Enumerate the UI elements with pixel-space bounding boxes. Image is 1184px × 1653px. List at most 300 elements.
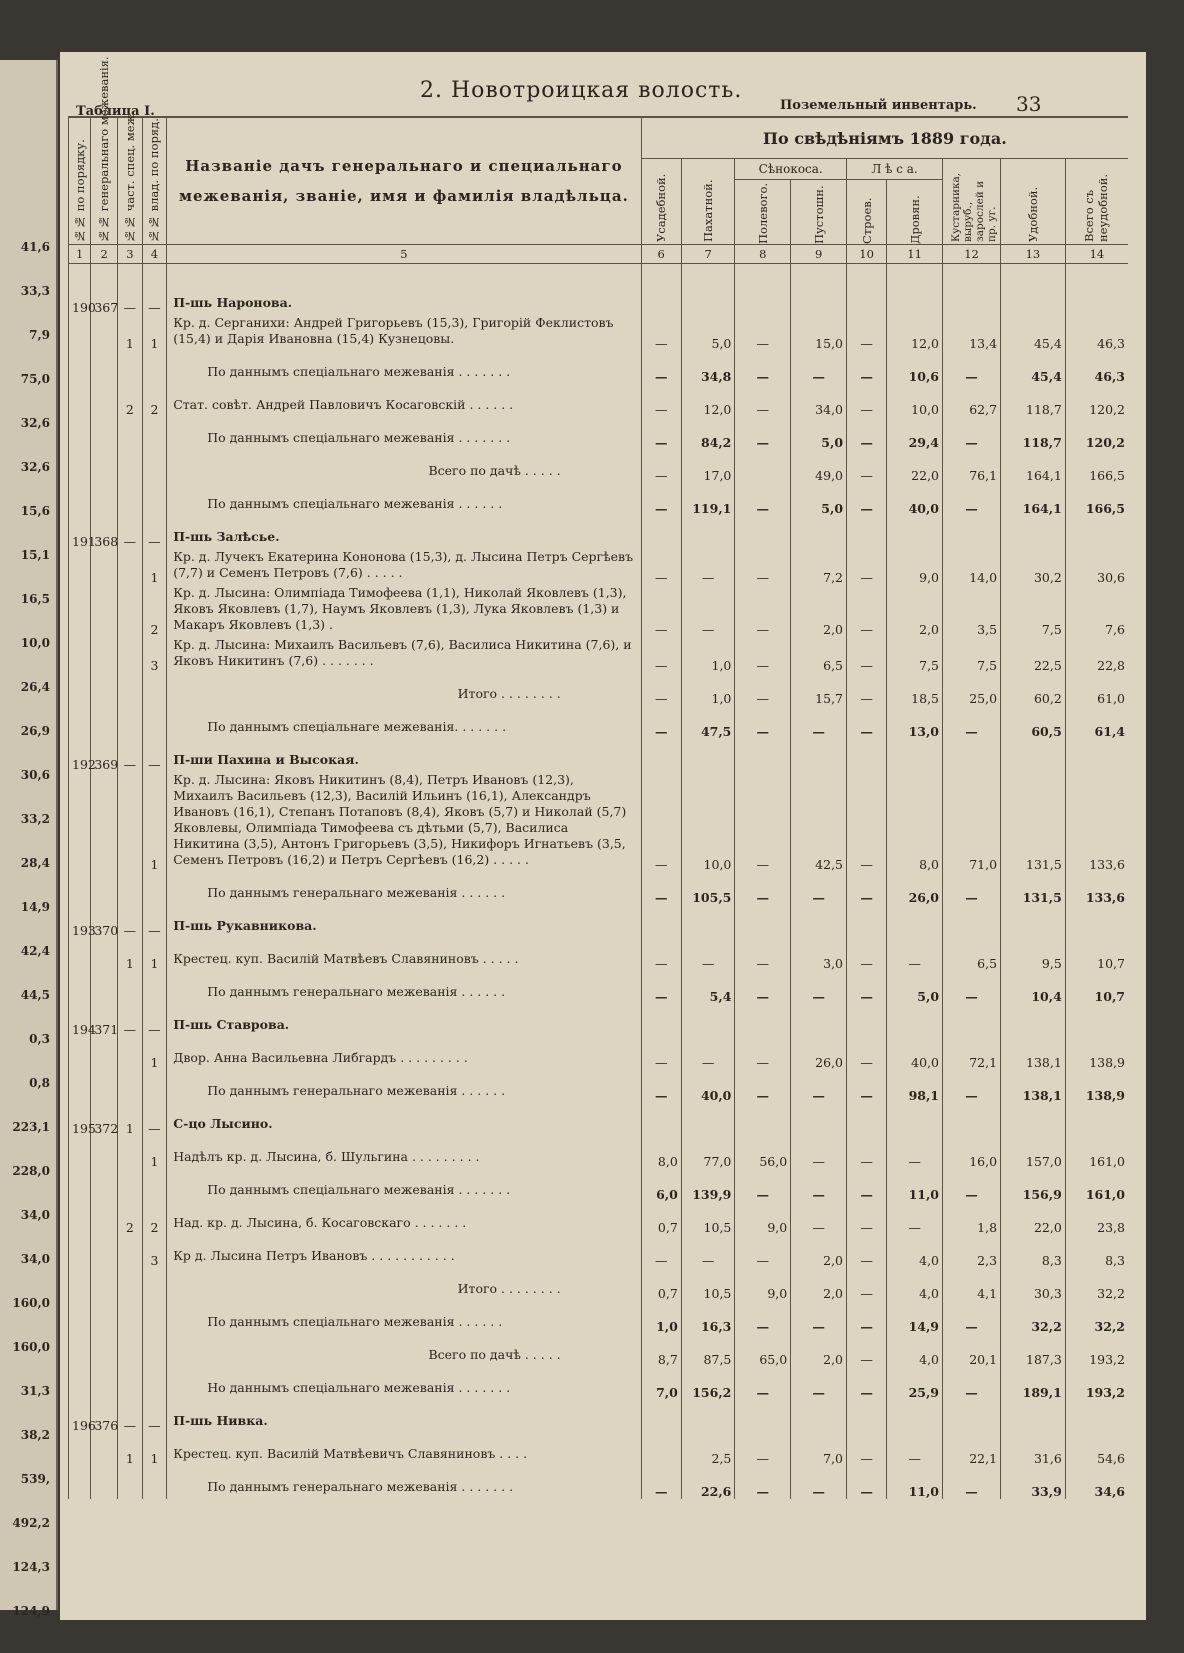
table-row [69, 673, 1129, 706]
value-cell: — [943, 351, 1001, 384]
left-page-value: 32,6 [20, 460, 50, 474]
page-number: 33 [1016, 92, 1042, 116]
left-page-value: 15,1 [20, 548, 50, 562]
value-cell: — [735, 384, 791, 417]
value-cell: — [641, 1235, 681, 1268]
value-cell: 32,2 [1065, 1268, 1128, 1301]
value-cell: 47,5 [681, 706, 735, 739]
value-cell: 54,6 [1065, 1433, 1128, 1466]
col-header-name: Названіе дачъ генеральнаго и специальнаго межеванія, званіе, имя и фамилія владѣльца. [167, 117, 641, 245]
owner-name-cell: Кр. д. Лысина: Олимпіада Тимофеева (1,1), Николай Яковлевъ (1,3), Яковъ Яковлевъ (1,7), Наумъ Яковлевъ (1,3), Лука Яковлевъ (1,3) и Макаръ Яковлевъ (1,3) . [167, 585, 641, 637]
value-cell: — [887, 1433, 943, 1466]
value-cell: — [641, 450, 681, 483]
ref-cell [91, 1466, 118, 1499]
column-number: 14 [1065, 245, 1128, 264]
value-cell: 7,0 [641, 1367, 681, 1400]
ref-cell: 372 [91, 1103, 118, 1136]
value-cell [1001, 282, 1066, 315]
col-header-6: Усадебной. [641, 159, 681, 245]
ref-cell [142, 1268, 167, 1301]
value-cell: 118,7 [1001, 417, 1066, 450]
col-header-9: Пустошн. [791, 180, 847, 245]
value-cell: — [847, 1466, 887, 1499]
value-cell [641, 1103, 681, 1136]
ref-cell [69, 872, 91, 905]
table-label: Таблица I. [76, 104, 155, 119]
ref-cell [118, 772, 143, 872]
value-cell: — [847, 1037, 887, 1070]
value-cell: 14,0 [943, 549, 1001, 585]
value-cell: 40,0 [681, 1070, 735, 1103]
value-cell: 71,0 [943, 772, 1001, 872]
value-cell: 6,5 [791, 637, 847, 673]
value-cell: — [735, 1037, 791, 1070]
ref-cell [118, 585, 143, 637]
value-cell [887, 1004, 943, 1037]
value-cell: — [943, 706, 1001, 739]
value-cell: 157,0 [1001, 1136, 1066, 1169]
value-cell [847, 282, 887, 315]
ref-cell: 1 [118, 1433, 143, 1466]
ref-cell: 1 [118, 938, 143, 971]
ref-cell [69, 585, 91, 637]
left-page-value: 38,2 [20, 1428, 50, 1442]
value-cell: — [847, 971, 887, 1004]
value-cell: 10,4 [1001, 971, 1066, 1004]
left-page-value: 14,9 [20, 900, 50, 914]
value-cell: 164,1 [1001, 450, 1066, 483]
value-cell [791, 905, 847, 938]
owner-name-cell: П-шь Ставрова. [167, 1004, 641, 1037]
owner-name-cell: П-шь Нивка. [167, 1400, 641, 1433]
ref-cell: 1 [142, 549, 167, 585]
ref-cell: 1 [142, 1433, 167, 1466]
value-cell: 10,6 [887, 351, 943, 384]
ref-cell: — [118, 905, 143, 938]
ref-cell [91, 1367, 118, 1400]
value-cell: 8,0 [641, 1136, 681, 1169]
value-cell: — [735, 1367, 791, 1400]
ref-cell: — [142, 905, 167, 938]
value-cell: — [641, 1037, 681, 1070]
ref-cell [69, 1433, 91, 1466]
value-cell: — [847, 1169, 887, 1202]
value-cell [735, 1004, 791, 1037]
left-page-value: 124,3 [12, 1560, 50, 1574]
value-cell: — [641, 549, 681, 585]
owner-name-cell: П-шь Рукавникова. [167, 905, 641, 938]
value-cell: — [943, 417, 1001, 450]
value-cell: 62,7 [943, 384, 1001, 417]
value-cell: 138,1 [1001, 1070, 1066, 1103]
table-row [69, 1004, 1129, 1037]
value-cell: 7,0 [791, 1433, 847, 1466]
value-cell [791, 264, 847, 283]
column-number: 7 [681, 245, 735, 264]
value-cell [791, 1004, 847, 1037]
value-cell: 11,0 [887, 1169, 943, 1202]
table-row [69, 549, 1129, 585]
value-cell: — [735, 1235, 791, 1268]
value-cell [943, 282, 1001, 315]
document-page [60, 52, 1146, 1620]
ref-cell [91, 1136, 118, 1169]
owner-name-cell: Но даннымъ спеціальнаго межеванія . . . . . . . [167, 1367, 641, 1400]
ref-cell [142, 1169, 167, 1202]
value-cell: — [791, 1070, 847, 1103]
ref-cell: — [118, 739, 143, 772]
ref-cell [142, 971, 167, 1004]
value-cell: 61,0 [1065, 673, 1128, 706]
value-cell: 10,7 [1065, 938, 1128, 971]
value-cell: — [847, 417, 887, 450]
value-cell: 10,0 [887, 384, 943, 417]
ref-cell: 194 [69, 1004, 91, 1037]
table-row [69, 450, 1129, 483]
value-cell: — [847, 384, 887, 417]
ref-cell [69, 971, 91, 1004]
value-cell: — [681, 549, 735, 585]
left-page-value: 75,0 [20, 372, 50, 386]
value-cell: 16,3 [681, 1301, 735, 1334]
column-number: 6 [641, 245, 681, 264]
value-cell: 5,0 [887, 971, 943, 1004]
value-cell: — [943, 971, 1001, 1004]
value-cell: 17,0 [681, 450, 735, 483]
value-cell [847, 516, 887, 549]
column-number: 8 [735, 245, 791, 264]
ref-cell [118, 483, 143, 516]
column-number: 3 [118, 245, 143, 264]
value-cell [847, 1400, 887, 1433]
table-row [69, 1301, 1129, 1334]
owner-name-cell: Крестец. куп. Василій Матвѣевъ Славяниновъ . . . . . [167, 938, 641, 971]
value-cell: 7,6 [1065, 585, 1128, 637]
ref-cell: 371 [91, 1004, 118, 1037]
value-cell: 5,0 [681, 315, 735, 351]
left-page-value: 33,3 [20, 284, 50, 298]
owner-name-cell: Всего по дачѣ . . . . . [167, 450, 641, 483]
left-page-value: 33,2 [20, 812, 50, 826]
period-header: По свѣдѣніямъ 1889 года. [641, 117, 1128, 159]
value-cell: 98,1 [887, 1070, 943, 1103]
col-header-10: Строев. [847, 180, 887, 245]
value-cell: 22,6 [681, 1466, 735, 1499]
ref-cell [91, 417, 118, 450]
ref-cell [91, 549, 118, 585]
ref-cell [91, 938, 118, 971]
value-cell: 30,3 [1001, 1268, 1066, 1301]
table-row [69, 905, 1129, 938]
value-cell [1065, 264, 1128, 283]
value-cell [791, 516, 847, 549]
ref-cell: 1 [142, 938, 167, 971]
value-cell: 7,5 [887, 637, 943, 673]
value-cell: — [847, 1235, 887, 1268]
value-cell: 32,2 [1001, 1301, 1066, 1334]
value-cell: 76,1 [943, 450, 1001, 483]
value-cell: 9,0 [735, 1268, 791, 1301]
value-cell: 1,0 [641, 1301, 681, 1334]
left-page-value: 26,4 [20, 680, 50, 694]
value-cell: — [847, 483, 887, 516]
value-cell: — [847, 706, 887, 739]
value-cell: 0,7 [641, 1202, 681, 1235]
value-cell [887, 264, 943, 283]
ref-cell [118, 1169, 143, 1202]
value-cell: — [847, 585, 887, 637]
value-cell [1001, 1400, 1066, 1433]
value-cell: 166,5 [1065, 450, 1128, 483]
value-cell [681, 516, 735, 549]
value-cell [1001, 264, 1066, 283]
ref-cell [118, 264, 143, 283]
value-cell: 156,9 [1001, 1169, 1066, 1202]
ref-cell: 191 [69, 516, 91, 549]
value-cell: 26,0 [887, 872, 943, 905]
ref-cell [69, 938, 91, 971]
value-cell: 2,0 [791, 1235, 847, 1268]
ref-cell [91, 264, 118, 283]
value-cell: 45,4 [1001, 315, 1066, 351]
value-cell: 120,2 [1065, 384, 1128, 417]
value-cell: 8,3 [1065, 1235, 1128, 1268]
value-cell: — [735, 706, 791, 739]
value-cell: — [943, 1301, 1001, 1334]
value-cell: — [847, 1070, 887, 1103]
left-page-value: 10,0 [20, 636, 50, 650]
value-cell: — [943, 1169, 1001, 1202]
value-cell: 32,2 [1065, 1301, 1128, 1334]
value-cell: 9,5 [1001, 938, 1066, 971]
value-cell: 30,2 [1001, 549, 1066, 585]
table-row [69, 351, 1129, 384]
left-page-value: 44,5 [20, 988, 50, 1002]
ref-cell [118, 1136, 143, 1169]
value-cell [943, 516, 1001, 549]
value-cell [1065, 516, 1128, 549]
value-cell: 7,5 [1001, 585, 1066, 637]
value-cell: — [641, 938, 681, 971]
ref-cell [142, 450, 167, 483]
value-cell: 133,6 [1065, 772, 1128, 872]
value-cell: 46,3 [1065, 351, 1128, 384]
left-page-value: 7,9 [29, 328, 50, 342]
col-header-4: №№ влад. по поряд. [142, 117, 167, 245]
table-row [69, 1466, 1129, 1499]
ref-cell [118, 549, 143, 585]
value-cell: — [847, 351, 887, 384]
value-cell [641, 1004, 681, 1037]
ref-cell [69, 1268, 91, 1301]
value-cell [681, 264, 735, 283]
column-number: 11 [887, 245, 943, 264]
value-cell: 15,0 [791, 315, 847, 351]
value-cell: 120,2 [1065, 417, 1128, 450]
value-cell [943, 739, 1001, 772]
value-cell: — [791, 1301, 847, 1334]
owner-name-cell: Кр. д. Серганихи: Андрей Григорьевъ (15,3), Григорій Феклистовъ (15,4) и Дарія Ивановна (15,4) Кузнецовы. [167, 315, 641, 351]
owner-name-cell: По даннымъ генеральнаго межеванія . . . . . . [167, 1070, 641, 1103]
value-cell: 22,8 [1065, 637, 1128, 673]
col-header-12: Кустарника, выруб., зарослей и пр. уг. [943, 159, 1001, 245]
value-cell: — [847, 1367, 887, 1400]
table-row [69, 706, 1129, 739]
value-cell: 138,9 [1065, 1037, 1128, 1070]
left-page-value: 124,9 [12, 1604, 50, 1618]
table-row [69, 384, 1129, 417]
value-cell [1065, 282, 1128, 315]
column-number: 13 [1001, 245, 1066, 264]
value-cell: 30,6 [1065, 549, 1128, 585]
value-cell: 87,5 [681, 1334, 735, 1367]
ref-cell [69, 1367, 91, 1400]
col-header-14: Всего съ неудобной. [1065, 159, 1128, 245]
value-cell: 193,2 [1065, 1334, 1128, 1367]
ref-cell: 1 [142, 1136, 167, 1169]
value-cell: — [943, 1070, 1001, 1103]
col-header-7: Пахатной. [681, 159, 735, 245]
value-cell [641, 905, 681, 938]
value-cell [791, 739, 847, 772]
value-cell [641, 1400, 681, 1433]
value-cell: — [847, 673, 887, 706]
value-cell [887, 739, 943, 772]
value-cell: 29,4 [887, 417, 943, 450]
table-row [69, 1400, 1129, 1433]
left-page-value: 41,6 [20, 240, 50, 254]
ref-cell [69, 673, 91, 706]
value-cell: — [847, 772, 887, 872]
col-header-8: Полевого. [735, 180, 791, 245]
ref-cell [91, 1037, 118, 1070]
value-cell: — [943, 1367, 1001, 1400]
value-cell: — [847, 1301, 887, 1334]
value-cell: 4,1 [943, 1268, 1001, 1301]
value-cell: 34,8 [681, 351, 735, 384]
value-cell: — [681, 585, 735, 637]
value-cell: — [641, 637, 681, 673]
ref-cell [69, 1070, 91, 1103]
ref-cell [142, 1334, 167, 1367]
value-cell: — [641, 1466, 681, 1499]
value-cell: — [791, 971, 847, 1004]
owner-name-cell: По даннымъ генеральнаго межеванія . . . . . . . [167, 1466, 641, 1499]
ref-cell: 369 [91, 739, 118, 772]
ref-cell [118, 1301, 143, 1334]
value-cell [681, 905, 735, 938]
value-cell [681, 739, 735, 772]
value-cell [847, 1004, 887, 1037]
value-cell: 5,0 [791, 483, 847, 516]
value-cell: 46,3 [1065, 315, 1128, 351]
ref-cell [69, 1037, 91, 1070]
value-cell: — [847, 1268, 887, 1301]
ref-cell [118, 1367, 143, 1400]
ref-cell: — [142, 516, 167, 549]
table-row [69, 1268, 1129, 1301]
value-cell: — [847, 1202, 887, 1235]
left-page-value: 28,4 [20, 856, 50, 870]
value-cell: — [735, 1466, 791, 1499]
value-cell [1065, 1004, 1128, 1037]
value-cell [735, 450, 791, 483]
ref-cell [69, 1235, 91, 1268]
ref-cell [91, 1070, 118, 1103]
value-cell: — [641, 483, 681, 516]
table-row [69, 1334, 1129, 1367]
ref-cell [91, 483, 118, 516]
value-cell: — [641, 1070, 681, 1103]
owner-name-cell: Над. кр. д. Лысина, б. Косаговскаго . . . . . . . [167, 1202, 641, 1235]
value-cell [641, 264, 681, 283]
ref-cell [118, 1334, 143, 1367]
left-page-value: 15,6 [20, 504, 50, 518]
column-number: 5 [167, 245, 641, 264]
value-cell: 2,5 [681, 1433, 735, 1466]
value-cell: — [735, 1301, 791, 1334]
value-cell [681, 1004, 735, 1037]
value-cell: 105,5 [681, 872, 735, 905]
owner-name-cell: Кр. д. Лысина: Яковъ Никитинъ (8,4), Петръ Ивановъ (12,3), Михаилъ Васильевъ (12,3), Василій Ильинъ (16,1), Александръ Ивановъ (16,1), Степанъ Потаповъ (8,4), Яковъ (5,7) и Николай (5,7) Яковлевы, Олимпіада Тимофеева съ дѣтьми (5,7), Василиса Никитина (3,5), Антонъ Григорьевъ (3,5), Никифоръ Игнатьевъ (3,5, Семенъ Петровъ (16,2) и Петръ Сергѣевъ (16,2) . . . . . [167, 772, 641, 872]
ref-cell [142, 1466, 167, 1499]
value-cell: 33,9 [1001, 1466, 1066, 1499]
value-cell: 5,4 [681, 971, 735, 1004]
table-row [69, 772, 1129, 872]
ref-cell [142, 264, 167, 283]
ref-cell [91, 1301, 118, 1334]
table-row [69, 1235, 1129, 1268]
table-row [69, 1202, 1129, 1235]
value-cell [887, 1400, 943, 1433]
ref-cell [69, 1301, 91, 1334]
ref-cell [69, 264, 91, 283]
value-cell: — [735, 351, 791, 384]
owner-name-cell [167, 264, 641, 283]
value-cell: — [943, 872, 1001, 905]
owner-name-cell: Кр д. Лысина Петръ Ивановъ . . . . . . . . . . . [167, 1235, 641, 1268]
value-cell: 12,0 [887, 315, 943, 351]
owner-name-cell: По даннымъ спеціальнаго межеванія . . . . . . . [167, 417, 641, 450]
value-cell [1001, 1103, 1066, 1136]
ref-cell [118, 706, 143, 739]
value-cell [887, 1103, 943, 1136]
table-row [69, 1070, 1129, 1103]
owner-name-cell: По даннымъ спеціальнаго межеванія . . . . . . [167, 483, 641, 516]
ref-cell [91, 1202, 118, 1235]
value-cell: 1,8 [943, 1202, 1001, 1235]
value-cell: 31,6 [1001, 1433, 1066, 1466]
ref-cell [69, 1202, 91, 1235]
value-cell: 22,0 [887, 450, 943, 483]
owner-name-cell: По даннымъ спеціальнаго межеванія . . . . . . . [167, 351, 641, 384]
value-cell: 15,7 [791, 673, 847, 706]
value-cell: 161,0 [1065, 1136, 1128, 1169]
value-cell: 7,5 [943, 637, 1001, 673]
owner-name-cell: Кр. д. Лысина: Михаилъ Васильевъ (7,6), Василиса Никитина (7,6), и Яковъ Никитинъ (7,6) . . . . . . . [167, 637, 641, 673]
col-header-11: Дровян. [887, 180, 943, 245]
value-cell: 40,0 [887, 1037, 943, 1070]
ref-cell [91, 637, 118, 673]
owner-name-cell: Крестец. куп. Василій Матвѣевичъ Славяниновъ . . . . [167, 1433, 641, 1466]
owner-name-cell: Итого . . . . . . . . [167, 1268, 641, 1301]
value-cell: — [681, 1037, 735, 1070]
ref-cell: — [142, 282, 167, 315]
value-cell: — [641, 315, 681, 351]
left-page-value: 492,2 [12, 1516, 50, 1530]
value-cell: 13,0 [887, 706, 943, 739]
value-cell [681, 282, 735, 315]
